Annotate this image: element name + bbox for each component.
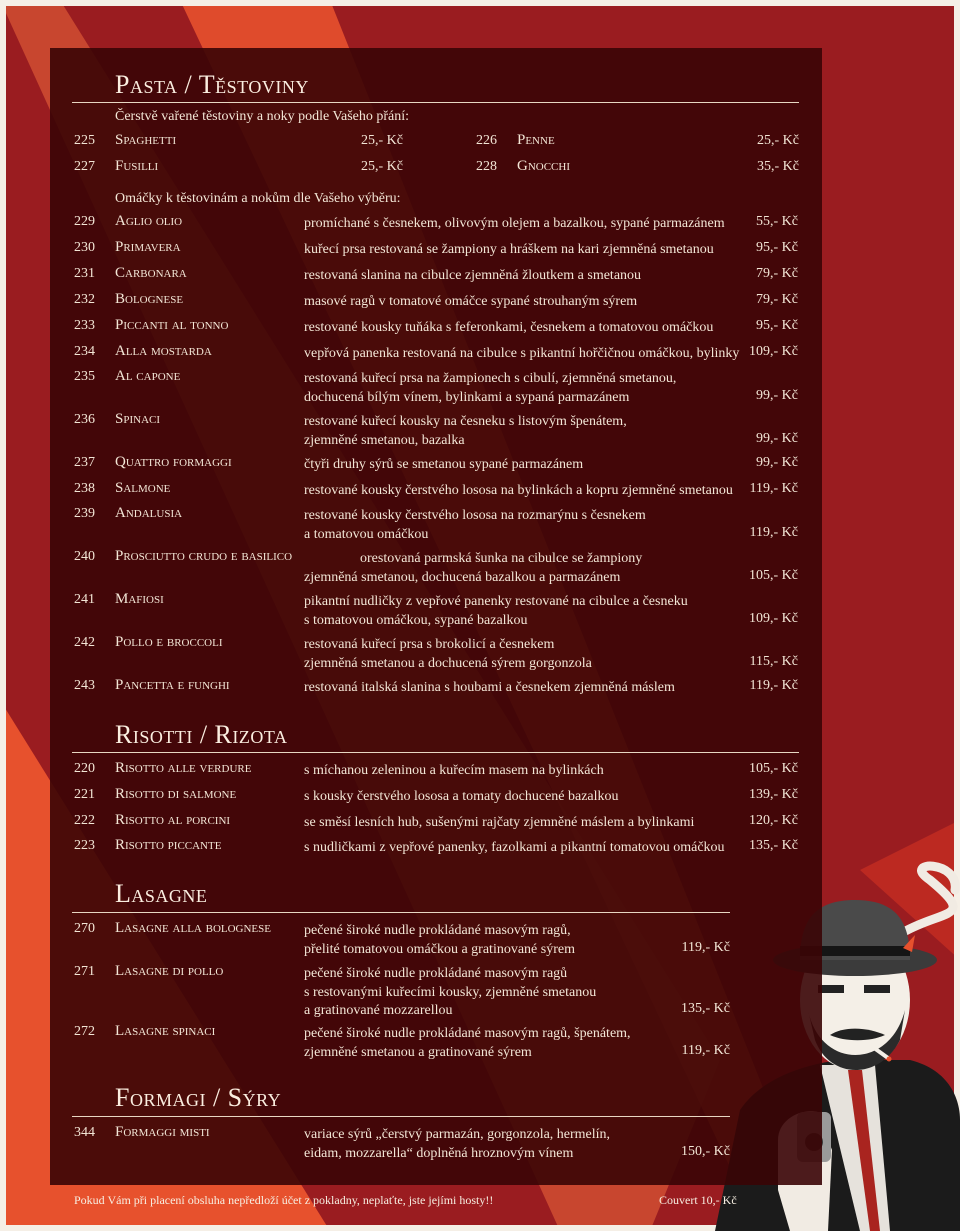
item-number: 227 <box>74 159 95 174</box>
item-number: 220 <box>74 761 95 776</box>
item-price: 25,- Kč <box>361 133 403 148</box>
item-number: 242 <box>74 635 95 650</box>
item-description: a tomatovou omáčkou <box>304 527 429 542</box>
item-name: Prosciutto crudo e basilico <box>115 548 293 564</box>
item-price: 25,- Kč <box>361 159 403 174</box>
item-price: 109,- Kč <box>749 611 798 626</box>
item-description: a gratinované mozzarellou <box>304 1003 453 1018</box>
item-name: Pollo e broccoli <box>115 634 223 650</box>
item-number: 270 <box>74 921 95 936</box>
item-number: 223 <box>74 838 95 853</box>
item-description: restované kuřecí kousky na česneku s listovým špenátem, <box>304 414 627 429</box>
item-description: masové ragů v tomatové omáčce sypané strouhaným sýrem <box>304 294 638 309</box>
item-price: 95,- Kč <box>756 240 798 255</box>
footer-notice: Pokud Vám při placení obsluha nepředloží účet z pokladny, neplaťte, jste jejími hosty!! <box>74 1193 494 1207</box>
pasta-divider <box>72 102 799 103</box>
item-name: Penne <box>517 132 555 148</box>
item-number: 221 <box>74 787 95 802</box>
item-price: 105,- Kč <box>749 761 798 776</box>
pasta-heading: Pasta / Těstoviny <box>115 70 309 99</box>
item-price: 115,- Kč <box>749 654 798 669</box>
item-description: kuřecí prsa restovaná se žampiony a hráškem na kari zjemněná smetanou <box>304 242 714 257</box>
item-price: 79,- Kč <box>756 266 798 281</box>
item-price: 99,- Kč <box>756 431 798 446</box>
item-number: 344 <box>74 1125 95 1140</box>
item-price: 135,- Kč <box>681 1001 730 1016</box>
formaggi-divider <box>72 1116 730 1117</box>
item-name: Al capone <box>115 368 181 384</box>
item-price: 119,- Kč <box>749 525 798 540</box>
item-name: Andalusia <box>115 505 183 521</box>
item-number: 237 <box>74 455 95 470</box>
item-name: Gnocchi <box>517 158 571 174</box>
item-number: 233 <box>74 318 95 333</box>
item-description: restovaná kuřecí prsa na žampionech s cibulí, zjemněná smetanou, <box>304 371 677 386</box>
item-number: 272 <box>74 1024 95 1039</box>
item-description: s tomatovou omáčkou, sypané bazalkou <box>304 613 528 628</box>
item-price: 35,- Kč <box>757 159 799 174</box>
item-description: vepřová panenka restovaná na cibulce s pikantní hořčičnou omáčkou, bylinky <box>304 346 740 361</box>
item-description: pikantní nudličky z vepřové panenky restované na cibulce a česneku <box>304 594 688 609</box>
item-number: 238 <box>74 481 95 496</box>
item-price: 99,- Kč <box>756 388 798 403</box>
item-price: 79,- Kč <box>756 292 798 307</box>
item-description: restované kousky čerstvého lososa na bylinkách a kopru zjemněné smetanou <box>304 483 733 498</box>
item-description: promíchané s česnekem, olivovým olejem a bazalkou, sypané parmazánem <box>304 216 725 231</box>
item-name: Alla mostarda <box>115 343 212 359</box>
item-description: variace sýrů „čerstvý parmazán, gorgonzola, hermelín, <box>304 1127 611 1142</box>
item-name: Fusilli <box>115 158 159 174</box>
item-description: s restovanými kuřecími kousky, zjemněné smetanou <box>304 985 597 1000</box>
formaggi-heading: Formagi / Sýry <box>115 1083 282 1112</box>
item-name: Pancetta e funghi <box>115 677 230 693</box>
item-description: restovaná slanina na cibulce zjemněná žloutkem a smetanou <box>304 268 642 283</box>
item-price: 150,- Kč <box>681 1144 730 1159</box>
item-description: restovaná italská slanina s houbami a česnekem zjemněná máslem <box>304 680 675 695</box>
item-name: Piccanti al tonno <box>115 317 229 333</box>
item-price: 119,- Kč <box>681 1043 730 1058</box>
item-number: 239 <box>74 506 95 521</box>
item-description: zjemněné smetanou a gratinované sýrem <box>304 1045 532 1060</box>
risotti-divider <box>72 752 799 753</box>
item-description: restované kousky tuňáka s feferonkami, česnekem a tomatovou omáčkou <box>304 320 714 335</box>
item-description: dochucená bílým vínem, bylinkami a sypaná parmazánem <box>304 390 630 405</box>
item-name: Spaghetti <box>115 132 177 148</box>
item-price: 109,- Kč <box>749 344 798 359</box>
pasta-intro: Čerstvě vařené těstoviny a noky podle Vašeho přání: <box>115 109 410 124</box>
item-description: zjemněné smetanou, bazalka <box>304 433 465 448</box>
item-number: 234 <box>74 344 95 359</box>
sauce-intro: Omáčky k těstovinám a nokům dle Vašeho výběru: <box>115 191 401 206</box>
item-description: eidam, mozzarella“ doplněná hroznovým vínem <box>304 1146 574 1161</box>
item-name: Risotto di salmone <box>115 786 237 802</box>
item-number: 229 <box>74 214 95 229</box>
item-number: 230 <box>74 240 95 255</box>
risotti-heading: Risotti / Rizota <box>115 720 288 749</box>
item-price: 139,- Kč <box>749 787 798 802</box>
item-name: Risotto al porcini <box>115 812 231 828</box>
item-description: orestovaná parmská šunka na cibulce se žampiony <box>360 551 643 566</box>
lasagne-divider <box>72 912 730 913</box>
item-price: 105,- Kč <box>749 568 798 583</box>
couvert-charge: Couvert 10,- Kč <box>659 1193 737 1207</box>
item-description: s míchanou zeleninou a kuřecím masem na bylinkách <box>304 763 604 778</box>
item-description: restované kousky čerstvého lososa na rozmarýnu s česnekem <box>304 508 646 523</box>
item-name: Mafiosi <box>115 591 164 607</box>
item-description: s kousky čerstvého lososa a tomaty dochucené bazalkou <box>304 789 619 804</box>
item-name: Aglio olio <box>115 213 183 229</box>
item-price: 55,- Kč <box>756 214 798 229</box>
item-number: 232 <box>74 292 95 307</box>
item-number: 243 <box>74 678 95 693</box>
lasagne-heading: Lasagne <box>115 879 208 908</box>
item-name: Spinaci <box>115 411 161 427</box>
item-number: 240 <box>74 549 95 564</box>
item-description: pečené široké nudle prokládané masovým ragů, <box>304 923 571 938</box>
item-name: Quattro formaggi <box>115 454 232 470</box>
item-name: Risotto alle verdure <box>115 760 252 776</box>
item-name: Risotto piccante <box>115 837 222 853</box>
item-description: zjemněná smetanou, dochucená bazalkou a parmazánem <box>304 570 621 585</box>
item-number: 228 <box>476 159 497 174</box>
item-name: Formaggi misti <box>115 1124 210 1140</box>
item-number: 235 <box>74 369 95 384</box>
item-description: se směsí lesních hub, sušenými rajčaty zjemněné máslem a bylinkami <box>304 815 695 830</box>
item-name: Carbonara <box>115 265 187 281</box>
item-number: 231 <box>74 266 95 281</box>
item-description: s nudličkami z vepřové panenky, fazolkami a pikantní tomatovou omáčkou <box>304 840 725 855</box>
item-number: 241 <box>74 592 95 607</box>
item-number: 226 <box>476 133 497 148</box>
item-description: přelité tomatovou omáčkou a gratinované sýrem <box>304 942 575 957</box>
item-price: 119,- Kč <box>749 481 798 496</box>
item-price: 95,- Kč <box>756 318 798 333</box>
item-name: Bolognese <box>115 291 184 307</box>
item-description: restovaná kuřecí prsa s brokolicí a česnekem <box>304 637 555 652</box>
item-price: 119,- Kč <box>681 940 730 955</box>
item-description: čtyři druhy sýrů se smetanou sypané parmazánem <box>304 457 584 472</box>
item-name: Salmone <box>115 480 171 496</box>
item-price: 120,- Kč <box>749 813 798 828</box>
item-name: Primavera <box>115 239 181 255</box>
item-description: zjemněná smetanou a dochucená sýrem gorgonzola <box>304 656 592 671</box>
item-name: Lasagne spinaci <box>115 1023 216 1039</box>
item-price: 25,- Kč <box>757 133 799 148</box>
item-description: pečené široké nudle prokládané masovým ragů <box>304 966 568 981</box>
item-number: 222 <box>74 813 95 828</box>
item-price: 119,- Kč <box>749 678 798 693</box>
item-price: 99,- Kč <box>756 455 798 470</box>
item-number: 271 <box>74 964 95 979</box>
item-price: 135,- Kč <box>749 838 798 853</box>
item-number: 225 <box>74 133 95 148</box>
item-name: Lasagne di pollo <box>115 963 224 979</box>
item-name: Lasagne alla bolognese <box>115 920 271 936</box>
item-description: pečené široké nudle prokládané masovým ragů, špenátem, <box>304 1026 631 1041</box>
item-number: 236 <box>74 412 95 427</box>
